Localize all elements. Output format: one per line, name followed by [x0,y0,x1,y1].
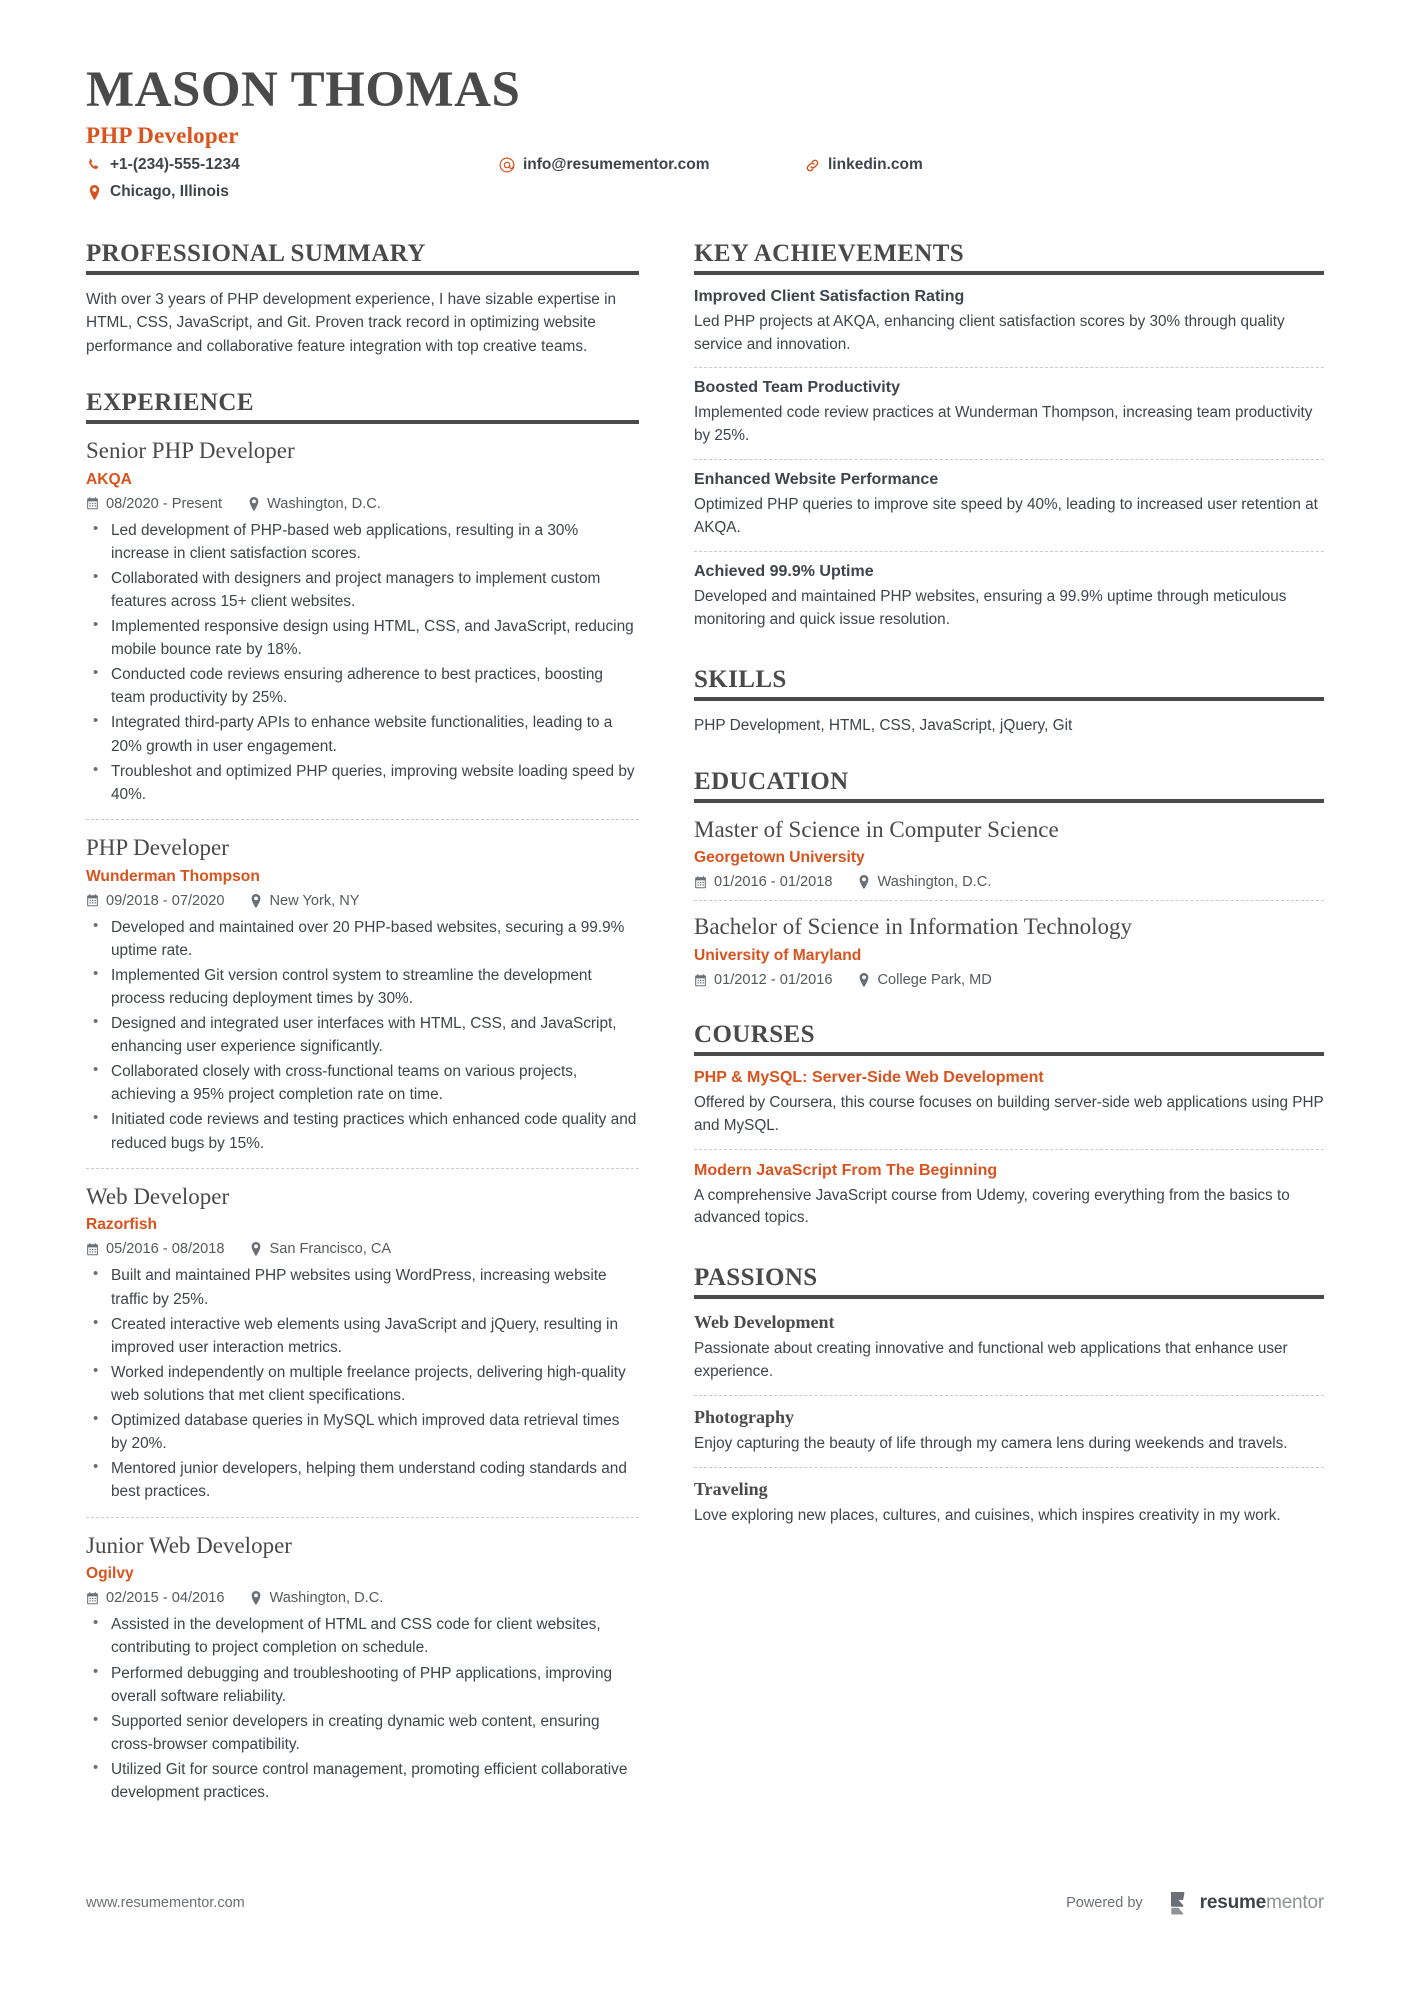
passion-title: Photography [694,1406,795,1427]
education-degree: Bachelor of Science in Information Technology [694,914,1133,940]
candidate-name: MASON THOMAS [86,62,521,118]
map-pin-icon [250,1591,262,1605]
job-bullets [86,519,639,806]
resume-header [86,62,1324,210]
job-location-value: New York, NY [269,892,360,909]
education-degree: Master of Science in Computer Science [694,816,1059,842]
spacer [694,1002,1324,1021]
job-dates-value: 09/2018 - 07/2020 [106,892,225,909]
job-title: Web Developer [86,1183,230,1209]
passion-title: Web Development [694,1311,835,1332]
achievement-item [694,367,1324,459]
job-meta [86,496,639,512]
bullet-item: • Designed and integrated user interfaces with HTML, CSS, and JavaScript, enhancing user experience significantly. [86,1012,639,1058]
phone-value: +1-(234)-555-1234 [110,156,240,174]
education-location-value: Washington, D.C. [877,874,992,891]
job-meta [86,1590,639,1606]
job-title: Senior PHP Developer [86,437,295,463]
education-item [694,816,1324,901]
section-passions [694,1264,1324,1538]
link-icon [804,158,820,173]
achievement-item [694,551,1324,643]
footer-branding [1066,1891,1324,1915]
contact-email[interactable] [499,156,710,174]
phone-icon [86,158,102,172]
passion-item [694,1312,1324,1395]
calendar-icon [694,876,707,889]
achievement-text: Led PHP projects at AKQA, enhancing client satisfaction scores by 30% through quality service and innovation. [694,312,1285,353]
education-dates [694,972,832,988]
job-dates [86,893,224,909]
experience-item [86,1168,639,1517]
section-title-key-achievements: KEY ACHIEVEMENTS [694,240,965,268]
section-key-achievements [694,240,1324,643]
section-rule [86,420,639,424]
job-location [250,1590,383,1606]
achievement-item [694,459,1324,551]
bullet-item: • Collaborated with designers and project managers to implement custom features across 15+ client websites. [86,567,639,613]
skills-text: PHP Development, HTML, CSS, JavaScript, jQuery, Git [694,716,1073,734]
candidate-role: PHP Developer [86,123,239,149]
achievement-text: Implemented code review practices at Wunderman Thompson, increasing team productivity by 25%. [694,404,1313,445]
section-skills [694,666,1324,737]
section-rule [694,697,1324,701]
bullet-item: • Supported senior developers in creating dynamic web content, ensuring cross-browser compatibility. [86,1710,639,1756]
job-location [250,1241,391,1257]
job-dates-value: 08/2020 - Present [106,495,223,512]
contact-phone [86,156,240,174]
linkedin-value: linkedin.com [828,156,923,174]
education-school: Georgetown University [694,849,865,867]
calendar-icon [86,894,99,907]
logo-text-bold: resume [1199,1892,1267,1913]
section-experience [86,389,639,1817]
education-item [694,900,1324,998]
section-title-summary: PROFESSIONAL SUMMARY [86,240,426,268]
job-location [250,893,359,909]
passion-item [694,1395,1324,1467]
achievement-text: Optimized PHP queries to improve site speed by 40%, leading to increased user retention at AKQA. [694,496,1318,537]
map-pin-icon [86,185,102,200]
bullet-item: • Collaborated closely with cross-functional teams on various projects, achieving a 95% project completion rate on time. [86,1060,639,1106]
job-location-value: San Francisco, CA [269,1241,392,1258]
map-pin-icon [250,894,262,908]
map-pin-icon [858,973,870,987]
spacer [86,362,639,389]
section-courses [694,1021,1324,1241]
achievement-title: Enhanced Website Performance [694,471,939,489]
passion-text: Love exploring new places, cultures, and cuisines, which inspires creativity in my work. [694,1506,1281,1524]
calendar-icon [86,497,99,510]
map-pin-icon [248,497,260,511]
right-column [679,240,1324,1543]
section-professional-summary [86,240,639,358]
location-value: Chicago, Illinois [110,183,229,201]
course-text: Offered by Coursera, this course focuses on building server-side web applications using PHP and MySQL. [694,1093,1324,1134]
bullet-item: • Assisted in the development of HTML and CSS code for client websites, contributing to project completion on schedule. [86,1613,639,1659]
job-title: Junior Web Developer [86,1532,292,1558]
contact-location [86,183,229,201]
resumementor-logo-text [1200,1892,1324,1914]
education-dates-value: 01/2016 - 01/2018 [714,874,833,891]
section-rule [694,1052,1324,1056]
bullet-item: • Integrated third-party APIs to enhance website functionalities, leading to a 20% growth in user engagement. [86,711,639,757]
course-title: PHP & MySQL: Server-Side Web Development [694,1068,1044,1086]
job-dates [86,1241,224,1257]
section-title-education: EDUCATION [694,768,849,796]
logo-text-light: mentor [1266,1892,1324,1913]
section-title-experience: EXPERIENCE [86,389,254,417]
bullet-item: • Utilized Git for source control management, promoting efficient collaborative development practices. [86,1758,639,1804]
bullet-item: • Troubleshot and optimized PHP queries, improving website loading speed by 40%. [86,760,639,806]
powered-by-label: Powered by [1066,1895,1143,1911]
calendar-icon [694,974,707,987]
spacer [694,741,1324,768]
achievement-title: Achieved 99.9% Uptime [694,563,874,581]
bullet-item: • Initiated code reviews and testing practices which enhanced code quality and reduced bugs by 15%. [86,1108,639,1154]
experience-item [86,1517,639,1818]
left-column [86,240,679,1821]
section-rule [86,271,639,275]
calendar-icon [86,1243,99,1256]
job-dates [86,496,222,512]
bullet-item: • Created interactive web elements using JavaScript and jQuery, resulting in improved user interaction metrics. [86,1313,639,1359]
bullet-item: • Developed and maintained over 20 PHP-based websites, securing a 99.9% uptime rate. [86,916,639,962]
bullet-item: • Implemented responsive design using HTML, CSS, and JavaScript, reducing mobile bounce rate by 18%. [86,615,639,661]
section-rule [694,799,1324,803]
section-title-passions: PASSIONS [694,1264,818,1292]
section-title-courses: COURSES [694,1021,815,1049]
map-pin-icon [250,1242,262,1256]
contact-info [86,156,1324,210]
education-meta [694,972,1324,988]
job-meta [86,1241,639,1257]
course-item [694,1069,1324,1149]
bullet-item: • Built and maintained PHP websites using WordPress, increasing website traffic by 25%. [86,1264,639,1310]
achievement-text: Developed and maintained PHP websites, ensuring a 99.9% uptime through meticulous monitoring and quick issue resolution. [694,588,1287,629]
section-title-skills: SKILLS [694,666,787,694]
achievement-item [694,288,1324,368]
job-location [248,496,381,512]
spacer [694,647,1324,666]
job-bullets [86,916,639,1155]
map-pin-icon [858,875,870,889]
course-title: Modern JavaScript From The Beginning [694,1161,998,1179]
job-location-value: Washington, D.C. [269,1590,384,1607]
experience-item [86,819,639,1168]
course-text: A comprehensive JavaScript course from Udemy, covering everything from the basics to advanced topics. [694,1186,1290,1227]
education-location-value: College Park, MD [877,972,992,989]
contact-linkedin[interactable] [804,156,923,174]
section-education [694,768,1324,998]
bullet-item: • Led development of PHP-based web applications, resulting in a 30% increase in client satisfaction scores. [86,519,639,565]
bullet-item: • Optimized database queries in MySQL which improved data retrieval times by 20%. [86,1409,639,1455]
passion-title: Traveling [694,1478,768,1499]
job-location-value: Washington, D.C. [267,495,381,512]
job-dates [86,1590,224,1606]
bullet-item: • Implemented Git version control system to streamline the development process reducing deployment times by 30%. [86,964,639,1010]
achievement-title: Improved Client Satisfaction Rating [694,287,965,305]
page-footer [86,1891,1324,1915]
job-bullets [86,1613,639,1804]
job-company: Ogilvy [86,1565,134,1583]
job-company: Razorfish [86,1216,158,1234]
calendar-icon [86,1592,99,1605]
passion-text: Passionate about creating innovative and functional web applications that enhance user experience. [694,1339,1288,1380]
achievement-title: Boosted Team Productivity [694,379,900,397]
course-item [694,1149,1324,1242]
section-rule [694,271,1324,275]
experience-item [86,437,639,819]
email-value: info@resumementor.com [523,156,710,174]
job-meta [86,893,639,909]
bullet-item: • Performed debugging and troubleshooting of PHP applications, improving overall software reliability. [86,1662,639,1708]
job-dates-value: 02/2015 - 04/2016 [106,1590,225,1607]
education-meta [694,874,1324,890]
education-location [858,972,991,988]
bullet-item: • Conducted code reviews ensuring adherence to best practices, boosting team productivity by 25%. [86,663,639,709]
resumementor-logo-icon [1169,1891,1191,1915]
job-dates-value: 05/2016 - 08/2018 [106,1241,225,1258]
passion-text: Enjoy capturing the beauty of life through my camera lens during weekends and travels. [694,1434,1288,1452]
job-company: Wunderman Thompson [86,867,260,885]
education-school: University of Maryland [694,947,862,965]
education-dates [694,874,832,890]
job-bullets [86,1264,639,1503]
job-title: PHP Developer [86,834,229,860]
bullet-item: • Mentored junior developers, helping them understand coding standards and best practices. [86,1457,639,1503]
passion-item [694,1467,1324,1539]
job-company: AKQA [86,470,132,488]
resumementor-logo [1169,1891,1324,1915]
summary-text: With over 3 years of PHP development experience, I have sizable expertise in HTML, CSS, JavaScript, and Git. Proven track record in optimizing website performance and collaborative feature integration with top creative teams. [86,290,617,355]
section-rule [694,1295,1324,1299]
education-location [858,874,991,890]
at-sign-icon [499,157,515,173]
footer-website-url[interactable]: www.resumementor.com [86,1895,245,1911]
spacer [694,1245,1324,1264]
education-dates-value: 01/2012 - 01/2016 [714,972,833,989]
bullet-item: • Worked independently on multiple freelance projects, delivering high-quality web solutions that met client specifications. [86,1361,639,1407]
